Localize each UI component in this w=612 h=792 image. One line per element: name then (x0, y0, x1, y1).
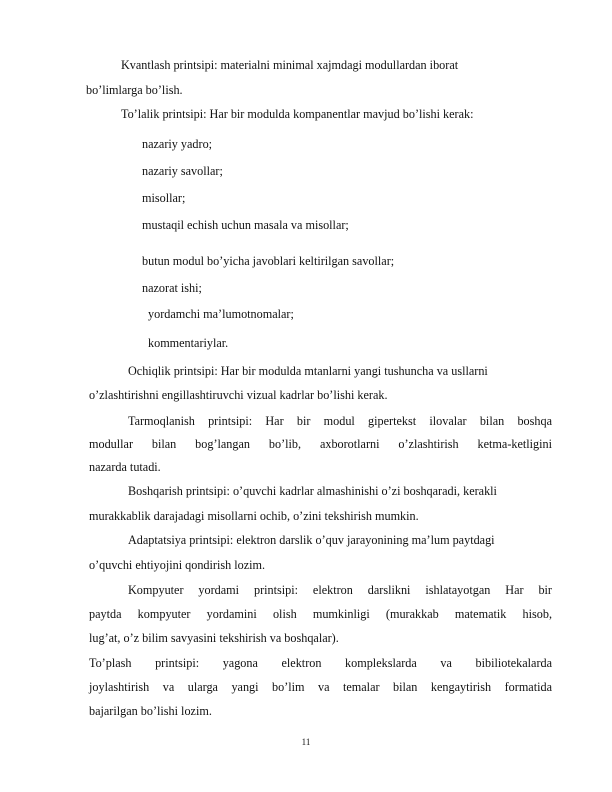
page-number: 11 (301, 737, 311, 747)
list-item: misollar; (142, 191, 186, 205)
text-line: nazarda tutadi. (89, 460, 161, 474)
text-line: To’plash printsipi: yagona elektron komplekslarda va bibiliotekalarda (89, 656, 552, 670)
list-item: yordamchi ma’lumotnomalar; (148, 307, 294, 321)
list-item: nazariy savollar; (142, 164, 223, 178)
text-line: paytda kompyuter yordamini olish mumkinligi (murakkab matematik hisob, (89, 607, 552, 621)
text-line: bo’limlarga bo’lish. (86, 83, 183, 97)
text-line: murakkablik darajadagi misollarni ochib, o’zini tekshirish mumkin. (89, 509, 419, 523)
text-line: Tarmoqlanish printsipi: Har bir modul gipertekst ilovalar bilan boshqa (128, 414, 552, 428)
list-item: nazariy yadro; (142, 137, 213, 151)
list-item: kommentariylar. (148, 336, 229, 350)
text-line: Kompyuter yordami printsipi: elektron darslikni ishlatayotgan Har bir (128, 583, 552, 597)
text-line: modullar bilan bog’langan bo’lib, axborotlarni o’zlashtirish ketma-ketligini (89, 437, 552, 451)
list-item: nazorat ishi; (142, 281, 202, 295)
text-line: Ochiqlik printsipi: Har bir modulda mtanlarni yangi tushuncha va usllarni (128, 364, 488, 378)
text-line: To’lalik printsipi: Har bir modulda kompanentlar mavjud bo’lishi kerak: (121, 107, 474, 121)
text-line: Boshqarish printsipi: o’quvchi kadrlar almashinishi o’zi boshqaradi, kerakli (128, 484, 497, 498)
text-line: o’zlashtirishni engillashtiruvchi vizual kadrlar bo’lishi kerak. (89, 388, 388, 402)
text-line: lug’at, o’z bilim savyasini tekshirish va boshqalar). (89, 631, 339, 645)
text-line: Kvantlash printsipi: materialni minimal xajmdagi modullardan iborat (121, 58, 459, 72)
text-line: bajarilgan bo’lishi lozim. (89, 704, 212, 718)
text-line: Adaptatsiya printsipi: elektron darslik o’quv jarayonining ma’lum paytdagi (128, 533, 495, 547)
list-item: mustaqil echish uchun masala va misollar; (142, 218, 349, 232)
text-line: o’quvchi ehtiyojini qondirish lozim. (89, 558, 266, 572)
text-line: joylashtirish va ularga yangi bo’lim va temalar bilan kengaytirish formatida (89, 680, 552, 694)
list-item: butun modul bo’yicha javoblari keltirilgan savollar; (142, 254, 395, 268)
